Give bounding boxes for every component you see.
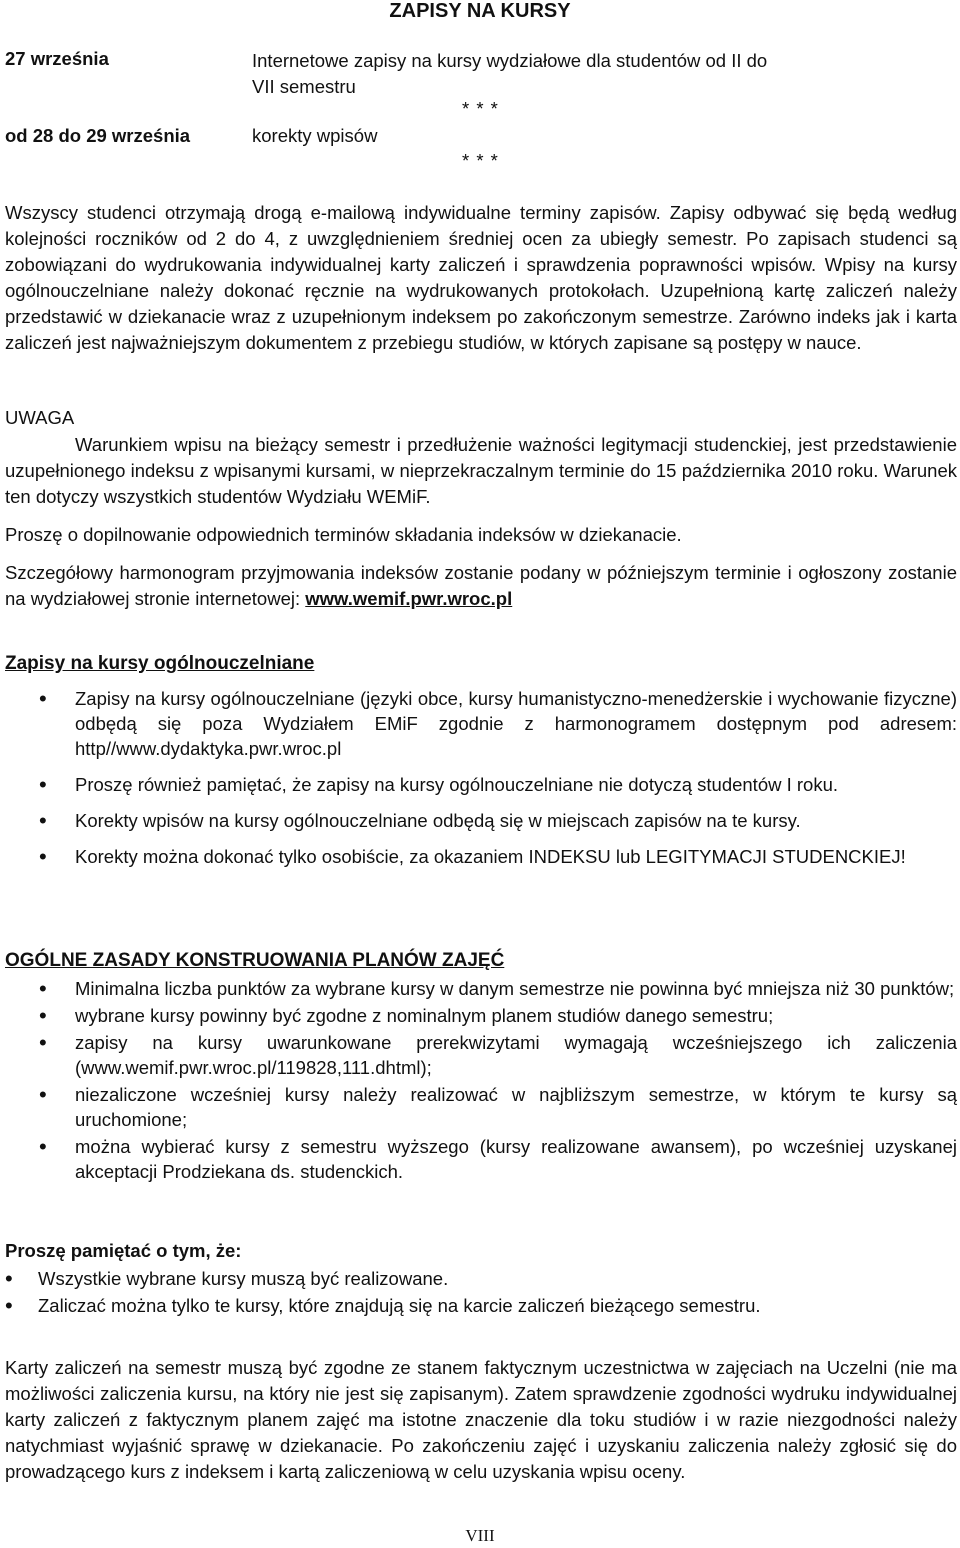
schedule-text-2: korekty wpisów [252, 125, 378, 146]
list-item: • Wszystkie wybrane kursy muszą być realizowane. [5, 1266, 957, 1291]
schedule-date-2: od 28 do 29 września [5, 125, 191, 146]
list-item: • Korekty wpisów na kursy ogólnouczelniane odbędą się w miejscach zapisów na te kursy. [5, 808, 957, 833]
faculty-website-link[interactable]: www.wemif.pwr.wroc.pl [305, 588, 513, 609]
list-item: • Minimalna liczba punktów za wybrane kursy w danym semestrze nie powinna być mniejsza niż 30 punktów; [5, 976, 957, 1001]
uwaga-text: Warunkiem wpisu na bieżący semestr i przedłużenie ważności legitymacji studenckiej, jest przedstawienie uzupełnionego indeksu z wpisanymi kursami, w nieprzekraczalnym terminie do 15 października 2010 roku. Warunek ten dotyczy wszystkich studentów Wydziału WEMiF. [5, 434, 957, 507]
list-item: • niezaliczone wcześniej kursy należy realizować w najbliższym semestrze, w którym te kursy są uruchomione; [5, 1082, 957, 1132]
reminder-paragraph: Proszę o dopilnowanie odpowiednich terminów składania indeksów w dziekanacie. [5, 524, 682, 545]
separator-stars-1: * * * [462, 98, 499, 119]
schedule-note-paragraph [5, 560, 957, 612]
section-remember-list [5, 1266, 957, 1318]
schedule-note-text: Szczegółowy harmonogram przyjmowania indeksów zostanie podany w późniejszym terminie i ogłoszony zostanie na wydziałowej stronie internetowej: [5, 562, 957, 609]
separator-stars-2: * * * [462, 150, 499, 171]
schedule-text-1: Internetowe zapisy na kursy wydziałowe dla studentów od II do VII semestru [252, 50, 768, 97]
list-item: • Proszę również pamiętać, że zapisy na kursy ogólnouczelniane nie dotyczą studentów I roku. [5, 772, 957, 797]
list-item: • Korekty można dokonać tylko osobiście, za okazaniem INDEKSU lub LEGITYMACJI STUDENCKIEJ! [5, 844, 957, 869]
list-item: • Zapisy na kursy ogólnouczelniane (języki obce, kursy humanistyczno-menedżerskie i wychowanie fizyczne) odbędą się poza Wydziałem EMiF zgodnie z harmonogramem dostępnym pod adresem: http//www.dydaktyka.pwr.wroc.pl [5, 686, 957, 761]
list-item: • Zaliczać można tylko te kursy, które znajdują się na karcie zaliczeń bieżącego semestru. [5, 1293, 957, 1318]
section-general-list [5, 686, 957, 869]
section-rules-list [5, 976, 957, 1184]
section-rules-heading: OGÓLNE ZASADY KONSTRUOWANIA PLANÓW ZAJĘĆ [5, 950, 505, 971]
section-remember-heading: Proszę pamiętać o tym, że: [5, 1240, 242, 1261]
uwaga-label: UWAGA [5, 407, 75, 428]
intro-paragraph: Wszyscy studenci otrzymają drogą e-mailową indywidualne terminy zapisów. Zapisy odbywać się będą według kolejności roczników od 2 do 4, z uwzględnieniem średniej ocen za ubiegły semestr. Po zapisach studenci są zobowiązani do wydrukowania indywidualnej karty zaliczeń i sprawdzenia poprawności wpisów. Wpisy na kursy ogólnouczelniane należy dokonać ręcznie na wydrukowanych protokołach. Uzupełnioną kartę zaliczeń należy przedstawić w dziekanacie wraz z uzupełnionym indeksem po zakończonym semestrze. Zarówno indeks jak i karta zaliczeń jest najważniejszym dokumentem z przebiegu studiów, w których zapisane są postępy w nauce. [5, 202, 957, 353]
list-item: • zapisy na kursy uwarunkowane prerekwizytami wymagają wcześniejszego ich zaliczenia (www.wemif.pwr.wroc.pl/119828,111.dhtml); [5, 1030, 957, 1080]
list-item: • można wybierać kursy z semestru wyższego (kursy realizowane awansem), po wcześniej uzyskanej akceptacji Prodziekana ds. studenckich. [5, 1134, 957, 1184]
list-item: • wybrane kursy powinny być zgodne z nominalnym planem studiów danego semestru; [5, 1003, 957, 1028]
section-general-heading: Zapisy na kursy ogólnouczelniane [5, 653, 315, 674]
schedule-date-1: 27 września [5, 48, 109, 69]
page-title: ZAPISY NA KURSY [389, 0, 571, 22]
page-number: VIII [465, 1526, 495, 1545]
final-paragraph: Karty zaliczeń na semestr muszą być zgodne ze stanem faktycznym uczestnictwa w zajęciach na Uczelni (nie ma możliwości zaliczenia kursu, na który nie jest się zapisanym). Zatem sprawdzenie zgodności wydruku indywidualnej karty zaliczeń z faktycznym planem zajęć ma istotne znaczenie dla toku studiów i w razie niezgodności należy natychmiast wyjaśnić sprawę w dziekanacie. Po zakończeniu zajęć i uzyskaniu zaliczenia należy zgłosić się do prowadzącego kurs z indeksem i kartą zaliczeniową w celu uzyskania wpisu oceny. [5, 1357, 957, 1482]
